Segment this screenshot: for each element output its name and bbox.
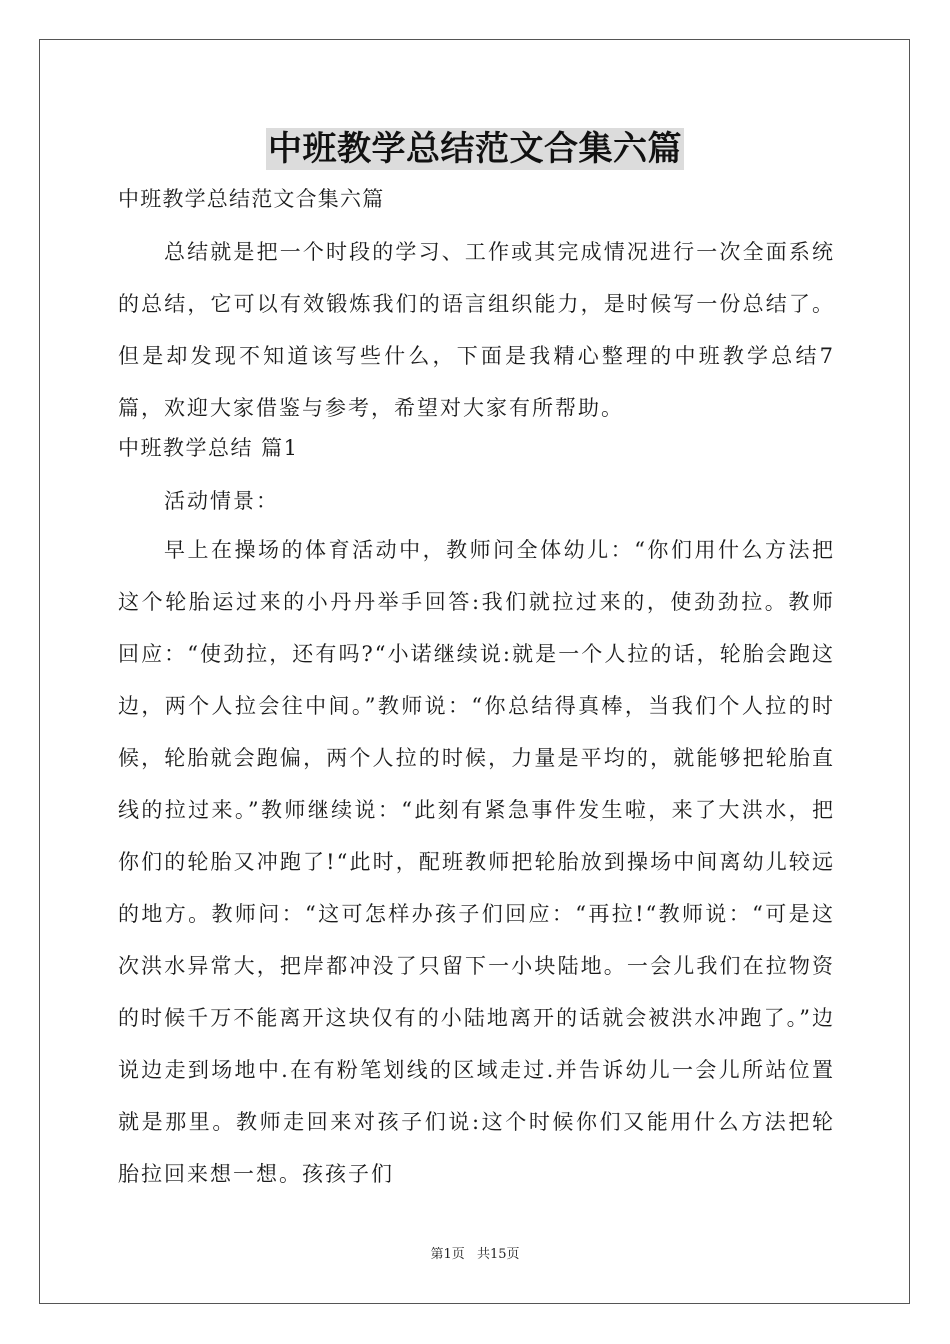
intro-paragraph: 总结就是把一个时段的学习、工作或其完成情况进行一次全面系统的总结，它可以有效锻炼我们的语言组织能力，是时候写一份总结了。但是却发现不知道该写些什么，下面是我精心整理的中班教学总结7篇，欢迎大家借鉴与参考，希望对大家有所帮助。 [118,240,835,420]
page-total: 共15页 [476,1247,520,1262]
page-number: 第1页 [430,1247,465,1262]
scene-label: 活动情景： [164,489,279,513]
body-paragraph: 早上在操场的体育活动中，教师问全体幼儿：“你们用什么方法把这个轮胎运过来的小丹丹举手回答:我们就拉过来的，使劲劲拉。教师回应：“使劲拉，还有吗?“小诺继续说:就是一个人拉的话，轮胎会跑这边，两个人拉会往中间。”教师说：“你总结得真棒，当我们个人拉的时候，轮胎就会跑偏，两个人拉的时候，力量是平均的，就能够把轮胎直线的拉过来。”教师继续说：“此刻有紧急事件发生啦，来了大洪水，把你们的轮胎又冲跑了!“此时，配班教师把轮胎放到操场中间离幼儿较远的地方。教师问：“这可怎样办孩子们回应：“再拉!“教师说：“可是这次洪水异常大，把岸都冲没了只留下一小块陆地。一会儿我们在拉物资的时候千万不能离开这块仅有的小陆地离开的话就会被洪水冲跑了。”边说边走到场地中.在有粉笔划线的区域走过.并告诉幼儿一会儿所站位置就是那里。教师走回来对孩子们说:这个时候你们又能用什么方法把轮胎拉回来想一想。孩孩子们 [118,538,835,1186]
document-subtitle: 中班教学总结范文合集六篇 [118,187,385,211]
page-footer [0,1246,950,1264]
document-title: 中班教学总结范文合集六篇 [268,129,682,169]
title-container [0,128,950,170]
section-heading: 中班教学总结 篇1 [118,436,299,460]
